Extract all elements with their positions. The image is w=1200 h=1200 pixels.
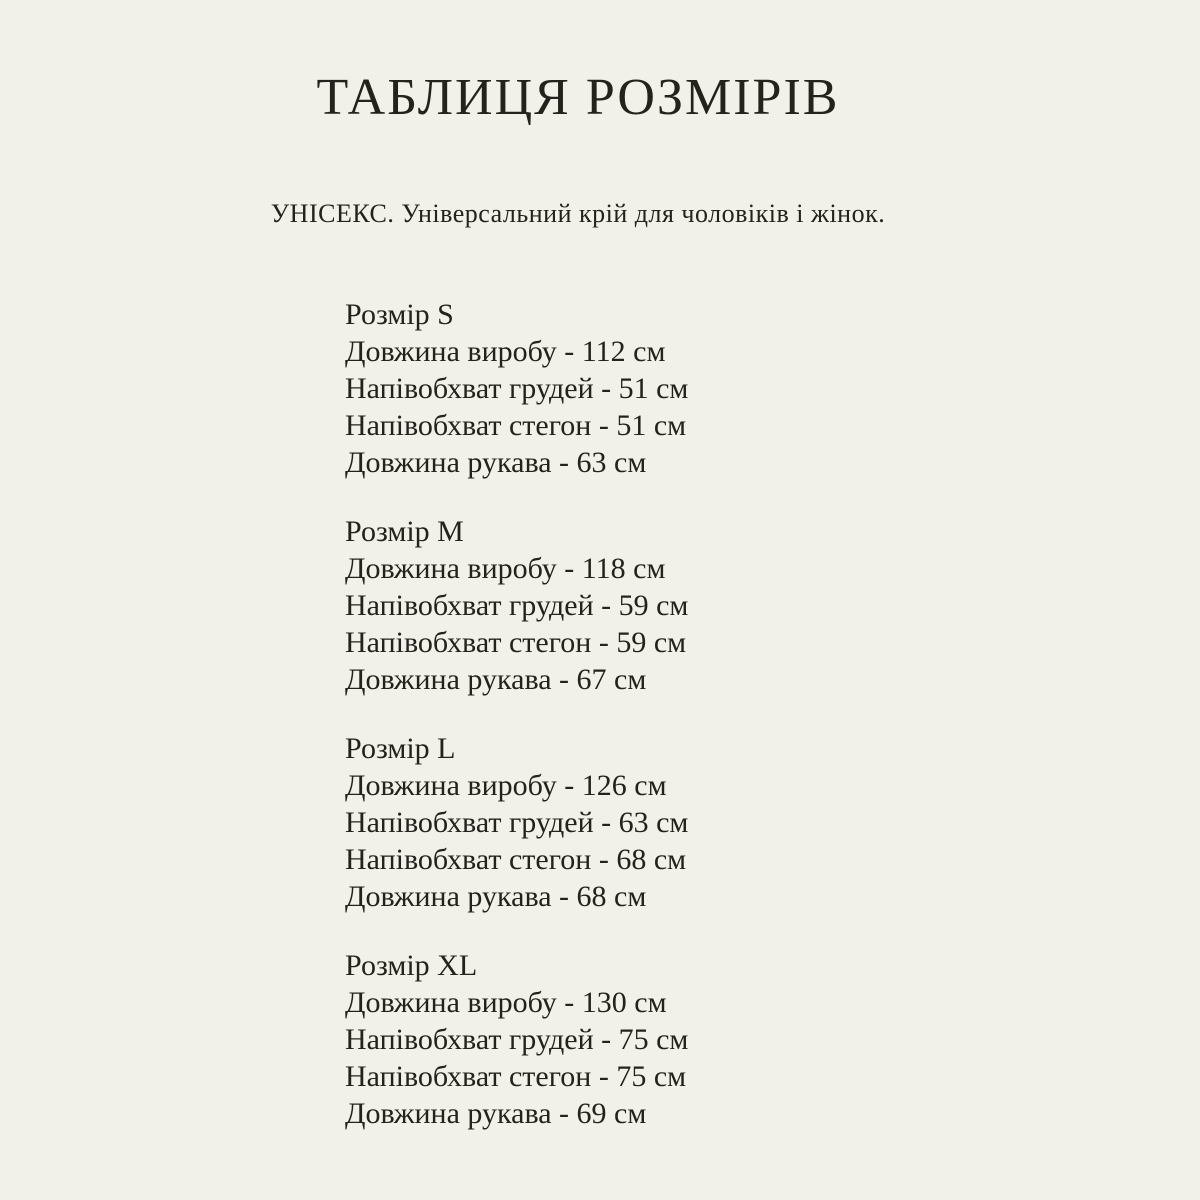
size-label: Розмір XL <box>345 949 478 982</box>
size-block-s <box>345 296 916 481</box>
page-title: ТАБЛИЦЯ РОЗМІРІВ <box>316 69 840 126</box>
size-spec-line: Довжина рукава - 68 см <box>345 880 647 913</box>
size-spec-line: Довжина рукава - 67 см <box>345 663 647 696</box>
size-spec-line: Напівобхват грудей - 75 см <box>345 1023 689 1056</box>
size-label: Розмір M <box>345 515 464 548</box>
size-block-xl <box>345 947 916 1132</box>
size-spec-line: Напівобхват стегон - 59 см <box>345 626 687 659</box>
size-spec-line: Довжина виробу - 118 см <box>345 552 666 585</box>
content-column <box>240 0 916 1132</box>
size-spec-line: Напівобхват стегон - 75 см <box>345 1060 687 1093</box>
size-label: Розмір L <box>345 732 456 765</box>
size-spec-line: Довжина виробу - 112 см <box>345 335 666 368</box>
size-spec-line: Напівобхват грудей - 59 см <box>345 589 689 622</box>
size-block-m <box>345 513 916 698</box>
size-spec-line: Довжина рукава - 63 см <box>345 446 647 479</box>
size-spec-line: Напівобхват стегон - 68 см <box>345 843 687 876</box>
size-spec-line: Напівобхват стегон - 51 см <box>345 409 687 442</box>
size-label: Розмір S <box>345 298 454 331</box>
size-block-l <box>345 730 916 915</box>
page-subtitle: УНІСЕКС. Універсальний крій для чоловіків і жінок. <box>270 199 886 228</box>
size-spec-line: Напівобхват грудей - 51 см <box>345 372 689 405</box>
size-spec-line: Напівобхват грудей - 63 см <box>345 806 689 839</box>
size-spec-line: Довжина виробу - 130 см <box>345 986 667 1019</box>
size-spec-line: Довжина рукава - 69 см <box>345 1097 647 1130</box>
size-chart <box>345 296 916 1132</box>
size-spec-line: Довжина виробу - 126 см <box>345 769 667 802</box>
